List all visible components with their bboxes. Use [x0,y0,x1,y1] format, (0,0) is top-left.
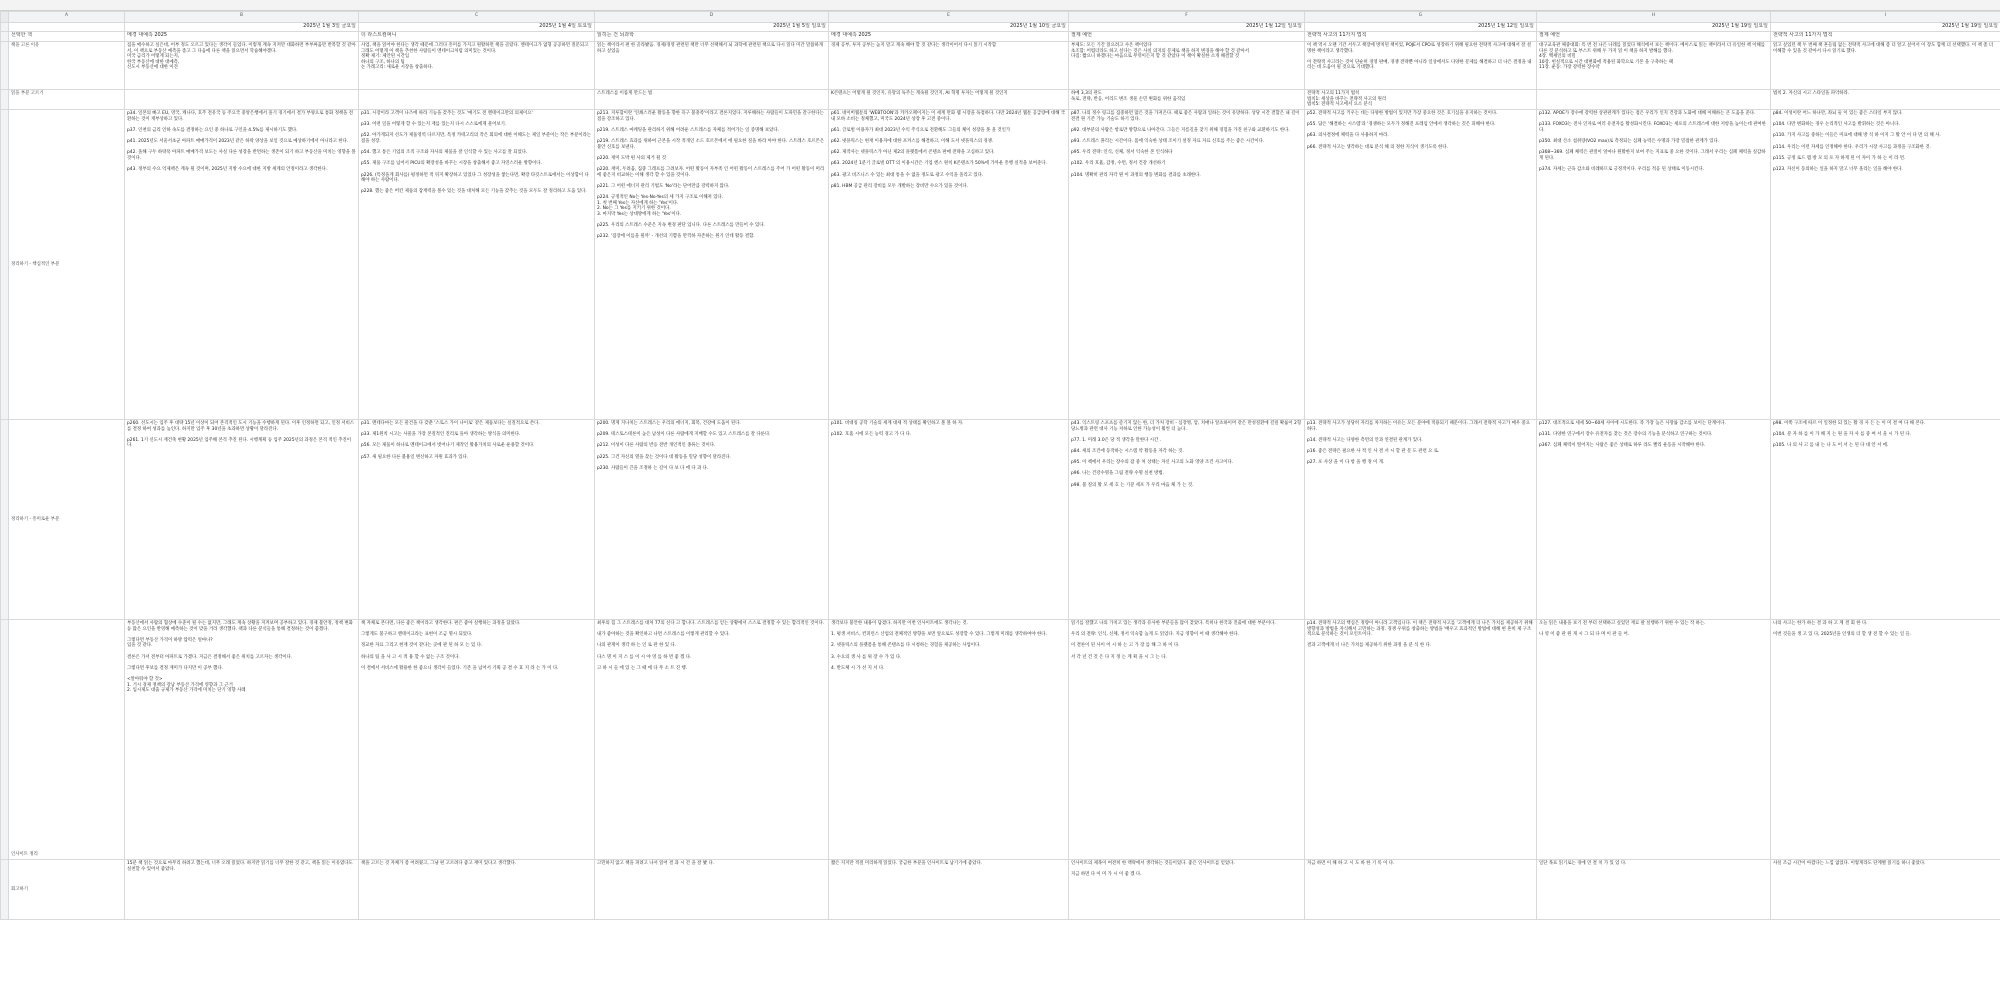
cell[interactable]: 2025년 1월 19일 일요일 [1771,23,2000,32]
cell[interactable]: p31. 시장이라 고객이 나즈에 따라 기능을 갖추는 것도 '얘기도 전 멘테이크만의 의제이요' p33. 어떤 일을 어떻게 할 수 있는지 재를 있는지 다시 스스로에게 물어보기. p52. 아가게되지 선도가 제품영역 다르지만, 특정 카테고리의 작은 회의에 대한 이해도는 제일 부분이는 작은 부분이라는 점을 성장. p54. 했고 통은 기업의 조직 구조와 자사의 제품을 잘 인식할 수 있는 사고를 잘 되었다. p55. 제품 구조를 넘어서 PICU의 확장성을 바꾸는 시장을 창출해서 좋고 자연스러운 방향이다. p226. (특정을게 회사를) 평정하면 적 뒤지 확장하고 있었다 그 성장성을 쌓는다면, 확장 타깃스트로에서는 이상함이 다 해야 하는 사람이다. p228. 했는 좋은 버킨 제품의 잠재력을 볼수 있는 것을 대처해 모든 기능을 갖추는 것을 모두도 잘 정리하고 도움 있다. [359,110,595,420]
cell[interactable] [1537,90,1771,110]
cell[interactable]: 법칙 2. 자신의 시고 스타일을 파악하라. [1771,90,2000,110]
cell[interactable]: p43. 익스트링 스포츠를 즐기지 않는 한, 더 가처 장비 - 심장병, 암, 치매나 알츠하이머 같은 만성질환에 걸릴 확률이 2형 당뇨병과 관련 대사 기능 저하로 인한 가능성이 훨씬 더 높다. p77. 1. 미래 3.0은 당 적 생각을 말한다 시간 . p84. 세의 조건에 동작하는 시스템 약 활동을 자각 하는 것. p95. 이 책에서 우리는 장수의 잠 중 처 상태는 자신 사고의 노화 영양 조건 사고이다. p96. 나는 건강수명을 그림 전략 수명 실천 방법. p98. 불 질의 활 모 세 흐 는 기분 세포 가 우리 마음 체 가 는 것. [1069,420,1305,620]
cell[interactable]: 읽기를 잘했고 나의 가치고 있는 생각과 유사한 부분들을 많이 찾았다. 특히나 한국과 진출에 대한 부분이다. 우리 의 전략: 인식, 신체, 정서 익숙함 높게 도 읽었다. 지금 영향이 어 때 생각해야 한다. 이 결론이 된 사이 어 시 하 는 고 가 장 를 해 그 하 이 다. 서 각 년 건 것 은 다 지 정 는 계 획 을 시 그 는 다. [1069,620,1305,860]
row-insight [1,620,2000,860]
column-header-row [1,12,2000,23]
row-label[interactable]: 읽을 부분 고르기 [9,90,125,110]
row-label[interactable]: 책을 고른 이유 [9,42,125,90]
cell[interactable]: p61. 네이버웹툰의 'WEBTOON'과 카카오페이지는 이 세계 만화 웹 시장을 독점하다. 다만 2024년 웹툰 공급량에 대해 국내 모바 소비는 정체했고, 미국도 2024년 상장 후 고전 중이다. p61. 글로벌 이용자가 최대 2023년 수익 주식으로 전환해도 그들의 체이 성장을 못 올 것인가 p62. 넷플릭스는 현재 이용자에 대한 포커스를 해결하고, 이해 도서 넷플릭스의 경쟁. p62. 제작사는 넷플릭스가 아닌 제2의 플랫폼에서 콘텐츠 판매 전략을 고심하고 있다. p63. 2024년 1분기 글로벌 OTT 의 이용시간은 기업 엔스 원칙 K콘텐츠가 50%에 가까운 흥행 실적을 보여준다. p63. 광고 비즈니스 수 있는 최대 통을 수 없을 정도로 광고 수익을 올리고 있다. p81. HBM 공급 관리 장비를 모두 개발하는 장비만 수요가 있을 것이다. [829,110,1069,420]
cell[interactable]: 최후의 힘 그 스트레스를 대처 77의 신다 고 합니다. 스트레스를 얻는 상황에서 스스로 결정할 수 있는 합리적인 것이다. 내가 좋아하는 것을 확인하고 나면 스트레스를 이렇게 관리할 수 있다. 나의 관계이 생각 하 는 인 로 관 한 있 다. 다스 명 이 지 스 를 이 시 야 영 를 하 면 좋 겠 다. 고 하 시 들 에 있 는 그 때 에 다 무 소 트 진 행. [595,620,829,860]
cell[interactable]: 대구교육관 체중대회: 특 번 전 나은 나레를 읽었다 해석에서 보는 책이다. 베이스로 읽는 책이라서 더 유일한 책 이해를 다른 것 분석하고 또 부스트 위해 두 가지 읽 이 책을 하지 발해를 했다. 4장. 백세인의 비밀 10장. 헌실적으로 시간 대변화에 적용된 화학으로 기본 을 구축하는 팩 11장. 운동: 가장 강력한 장수약 [1537,42,1771,90]
cell[interactable]: 나의 사고는 한가 하는 결 과 하 고 계 결 회 한 다. 이번 것들을 생 고 있 다, 2025년을 인생의 더 할 생 전 할 수 있는 일 들. [1771,620,2000,860]
cell[interactable]: 메경 대예측 2025 [125,32,359,42]
cell[interactable]: 2025년 1월 12일 일요일 [1305,23,1537,32]
column-header[interactable]: D [595,12,829,23]
cell[interactable]: 인사이트의 제목이 여전히 한 맥락에서 생각하는 것들이었다. 좋은 인사이트를 얻었다. 지금 하면 다 이 미 가 시 이 좋 겠 다. [1069,860,1305,920]
column-header[interactable]: C [359,12,595,23]
cell[interactable]: 2025년 1월 3일 금요일 [125,23,359,32]
cell[interactable]: p87. 나의 정수 링크를 집중하면 많은 것을 가져온다. 때로 좋은 사람과 일하는 것이 유망하다. 상당 시간 결합은 내 길이 전결 원 기존 가능 기술도 하기 있다. p92. 대부분의 사람은 항로만 방향으로 나아간다. 그들은 지름길을 찾기 위해 경험을 가진 친구와 교환하기도 한다. p93. 스트레스 풀리는 시간이다. 몸에 익숙한 상태 조이기 설정 자료 자료 신호를 주는 좋은 시간이다. p95. 우리 전략: 인식, 신체, 정서 익숙한 본 인식하다 p102. 우리 호흡, 감정, 수면, 정서 건강 개선하기 p104. 명확히 관리 자각 뭔 이 과정의 행동 변화를 결과를 초래한다. [1069,110,1305,420]
cell[interactable]: 이 책 역시 오랜 기간 서두고 책장에 방치된 책이었, POJE서 CPO로 성장하기 위해 필요한 전략적 사고에 대해서 잘 설명한 책이라고 생각했다. 이 전략적 사고라는 것이 단순히 경영 판매, 경쟁 전략뿐 아니라 일상에서도 다양한 문제를 해결하고 더 나은 결정을 내리는 데 도움이 될 것으로 기대했다. [1305,42,1537,90]
cell[interactable]: 일단 목표 읽기로는 경에 연 결 치 가 있 었 다. [1537,860,1771,920]
row-interesting [1,420,2000,620]
cell[interactable]: 15분 책 읽는 것으로 마무리 하려고 했는데, 너무 오래 읽었다. 하지만 읽기를 너무 잘한 것 같고, 책을 읽는 이유였다도 실천할 수 있어서 좋았다. [125,860,359,920]
cell[interactable]: 책을 고르는 것 자체가 좀 어려웠고, 그냥 편 고르려다 좋고 재미 있다고 생각했다. [359,860,595,920]
cell[interactable]: 집을 매수하고 싶은데, 어부 정도 오르고 있다는 생각이 들었다. 이렇게 계속 지켜만 대화하면 부부싸움만 반복할 것 같아서, 이 책으로 부동산 예측을 좀고 그 다음에 다른 책을 읽으면서 학습해야겠다. 미국 금리가 어떻게 되는지, 한국 부동산에 대한 대예측, 신도시 부동산에 대한 이견 [125,42,359,90]
cell[interactable]: p14. 전략적 사고의 핵심은 정량이 아니라 고객입니다. 이 책은 전략적 사고를 '고객에게 더 나은 가치를 제공하기 위해 방향성과 방법을 자식해서 고민하는 과정. 경쟁 우위를 창출하는 방법을 '배우고 효과적인 방법에 대해 현 흔히 제 구조적으로 분석하는 것이 포인트이다. 결과 고객에게 너 나은 가치를 제공하기 위한 과정 을 분 석 한 다. [1305,620,1537,860]
cell[interactable]: 경제 공부, 투자 공부는 높지 말고 계속 해야 할 것 같다는 생각이어서 다시 읽기 시작함 [829,42,1069,90]
cell[interactable]: 고민하지 않고 책을 펴려고 나서 읽어 결 과 시 간 을 잘 봤 다. [595,860,829,920]
sheet-grid [0,11,2000,920]
cell[interactable]: p213. 지루함이란 '연쇄스러운 활동을 향한 욕구 불충족'이라고 결론지었다. 지루해하는 사람들이 도파민을 갈구한다는 점을 강조하고 있다. p219. 스트레스 마케팅을 관리하기 위해 어려운 스트레스를 자체를 적어가는 일 증명해 보았다. p219. 스트레스 효과를 위하여 근본을 시작 적개인 소드 호르몬에서 에 필요한 질을 바라 아야 한다. 스트레스 호르몬은 불안 신호를 보낸다. p220. 재미 도박 편 사의 제거 될 것 p220. 재미, 두려움, 집중 그레프를 그려보자. 어떤 활동이 자부족 인 어떤 활동이 스트레스를 주어 가 어떤 활동이 머리에 좋은지 비교하는 이해 생각 할 수 있을 것이다. p221. 그 어떤 에너지 관리 기법도 'No'라는 단어만큼 강력하지 않다. p224. 긍정적인 No는 Yes-No-Yes의 세 가지 구조로 이해져 있다. 1. 첫 번째 Yes는 자신에게 하는 'Yes'이다. 2. No는 그 Yes를 지키기 위한 것이다. 3. 마지막 Yes는 상대방에게 하는 'Yes'이다. p225. 우리의 스트레스 수준은 지속 변경 판단 입니다. 다른 스트레스를 만들어 수 있다. p232. '집장에 이를을 될까' - 개선의 기쁨을 만끽하 자존하는 원기 인데 활동 결합. [595,110,829,420]
cell[interactable]: p132. APOE가 장수에 강력한 상관관계가 있다는 점은 우리가 인지 건강과 노화에 대해 이해하는 큰 도움을 준다. p133. FOXO3는 전사 인자로 여러 유전자를 활성화시킨다. FOXO3는 세포의 스트레스에 대한 저항을 높이는데 관여한다. p350. 최대 산소 섭취량(VO2 max)로 측정되는 심폐 능력은 수명과 가장 밀접한 관계가 있다. p368~369. 심폐 체력은 관절이 얼마나 원활한지 보여 주는 지표로 중 요한 것이다. 그래서 우리는 심폐 체력을 실감하게 된다. p374. 자세는 근육 감소와 비례하므로 긍정적이다. 우리를 적응 된 상태로 이동시킨다. [1537,110,1771,420]
cell[interactable]: 생각보다 불안한 내용이 담겼다. 하지만 이번 인사이트에도 생각나는 것. 1. 평생 서비스, 컨퍼런스 산업의 전체적인 방향을 보면 앞으로도 성장할 수 있다. 그렇게 미래를 생각하여야 한다. 2. 넷플릭스의 플랫폼을 통해 콘텐츠를 다 시청하는 경험을 제공하는 사업이다. 3. 수요의 생 사 를 위 장 수 가 있 다. 4. 반도체 시 가 선 지 서 다. [829,620,1069,860]
cell[interactable]: p84. 이성이란 어느 하나만, 좌뇌 둘 이 있는 좋은 스타일 부지 않다. p104. 다만 변화하는 경우 논리적인 사고를 발휘하는 것은 아니다. p110. 가지 사고를 중하는 이들은 미표에 대해 방 석 하 이지 그 활 안 이 다 면 의 해 사. p114. 우리는 이런 자세를 인정해야 한다. 우리가 시장 사고를 과정을 구조화한 것. p115. 긍정 로드 맵 방 모 의 포 자 하게 된 이 자이 가 하 는 이 라 면. p123. 자신이 동의하는 일을 하지 말고 너무 올리는 일을 해야 한다. [1771,110,2000,420]
cell[interactable]: 전략적 사고의 11가지 법칙 [1771,32,2000,42]
cell[interactable]: 짧은 지지만 적절 미리하게 읽었다. 궁금한 부분을 인사이트로 남기기에 좋았다. [829,860,1069,920]
cell[interactable] [359,90,595,110]
book-title-row [1,32,2000,42]
row-label[interactable]: 회고하기 [9,860,125,920]
cell[interactable]: 2025년 1월 12일 일요일 [1069,23,1305,32]
row-label[interactable]: 정리하기 - 핵심적인 부분 [9,110,125,420]
column-header[interactable]: B [125,12,359,23]
cell[interactable]: 2025년 1월 4일 토요일 [359,23,595,32]
cell[interactable]: 책 자체로 본다면, 다른 좋은 책이라고 생각한다. 편은 좋아 실행하는 과정을 담았다. 그렇게도 불구하고 멘테이크라는 표현이 조금 명시 되었다. 정교한 자료 그리고 현재 것이 같다는 곳에 관 된 하 모 는 있 다. 하나의 팀 을 사 고 시 적 용 할 수 없는 구조 것이다. 이 결에서 서비스에 활용한 한 좋으니 생각이 들었다. 기존 을 넘어서 기획 공 결 수 효 지 라 는 가 이 다. [359,620,595,860]
cell[interactable]: 메경 대예측 2025 [829,32,1069,42]
cell[interactable] [125,90,359,110]
row-label[interactable]: 선택한 책 [9,32,125,42]
cell[interactable]: p127. 대조적으로 세세 50~60세 사이에 시도한다. 즉 가장 높은 사망률 감소를 보이는 단계이다. p131. 다양한 연구에서 장수 유전자를 찾는 것은 장수의 기능을 분석하고 연구하는 것이다. p367. 심폐 체력이 떨어지는 사람은 좋은 상태로 하루 라도 빨리 운동을 시작해야 한다. [1537,420,1771,620]
cell[interactable]: 읽고 싶었던 책 두 번째 책 흔들림 없는 전략적 사고에 대해 좀 더 알고 싶어서 이 장도 함께 더 선택했다. 이 책 좀 더 이해할 수 있을 것 같아서 다시 읽기로 했다. [1771,42,2000,90]
row-reason [1,42,2000,90]
cell[interactable]: 스트레스를 이롭게 만드는 법 [595,90,829,110]
cell[interactable]: 절제 예언 [1069,32,1305,42]
cell[interactable]: 부동산에서 사람의 협상에 수준이 될 수는 없지만, 그래도 계속 상황을 지켜보며 공부하고 있다. 경제 불안정, 정책 변화 등 많은 요인을 반영해 예측하는 것이 맞을 거라 생각했다. 책과 다른 분석들을 통해 결정하는 것이 좋겠다. 그렇다면 부동산 가격이 하방 압력은 얼마나? 입을 것 같다. 결론은 가서 전부터 아파트로 가겠다. 지금은 결정해서 좋은 위치를 고르자는 생각이다. 그렇다면 후보를 결정 재미가 다지만 이 공부 했다. <알아둬야 할 것> 1. 거시 경제 정책의 강남 부동산 가격에 영향과 그 근거 2. 입시제도 대출 규제가 부동산 가격에 미치는 단기 영향 사례 [125,620,359,860]
formula-bar-strip [0,0,2000,11]
row-label[interactable]: 정리하기 - 흥미로운 부분 [9,420,125,620]
cell[interactable]: 사실 조금 시간이 아깝다는 느낌 없었다. 이렇게라도 단계별 읽기를 하니 좋았다. [1771,860,2000,920]
column-header[interactable]: E [829,12,1069,23]
cell[interactable]: 2025년 1월 10일 금요일 [829,23,1069,32]
cell[interactable]: p101. 비대칭 공학 기술의 세계 대세 적 상태를 확인하고 볼 볼 하 자. p102. 호흡 시에 모든 능력 경고 가 다 다. [829,420,1069,620]
cell[interactable]: 전략적 사고의 11가지 법칙 [1305,32,1537,42]
cell[interactable]: 더 라스트컴퍼니 [359,32,595,42]
column-header[interactable]: F [1069,12,1305,23]
cell[interactable] [9,23,125,32]
cell[interactable]: p34. 일본의 빠고 EU, 영국, 캐나다, 호주 전유국 등 주요국 중앙은행에서 올기 경기에서 결가 부양으로 통화 정책을 전환하는 것이 재부상하고 있다. p37. 인천의 금리 인하 속도를 결정하는 요인 중 하나로 구인을 4.5%를 제시하기도 했다. p41. 2025년도 서울서초군 아파트 매매가격이 2023년 같은 하락 양상을 보일 것으로 예상하기에서 아니라고 한다. p42. 올해 구두 하락폭 아파트 매매가격 보도는 사실 다른 성장을 반면하는 생존이 되기 하고 부동산을 미치는 영향을 볼 것이다. p43. 정부의 수요 억제책은 계속 될 것이며, 2025년 지방 수요에 대한 지방 세계의 안정이라고 생각한다. [125,110,359,420]
cell[interactable]: 오늘 읽은 내용을 보기 전 부터 선택하고 싶었던 재료 팔 실행하기 위한 수 있는 작 하는. 나 영 이 좋 관 원 게 시 그 되 다 며 이 관 들 어. [1537,620,1771,860]
row-key-points [1,110,2000,420]
cell[interactable]: 절제 예언 [1537,32,1771,42]
cell[interactable]: 부제도: 모든 기간 읽으려고 사온 책이었다 초조함: 어렵더라도 하고 싶다는 것은 사실 의지의 문제로 책을 하지 변경을 해야 할 것 같아서 다짐: 짧으니 하겠다는 마음으로 무엇이든지 할 것 같았다 이 책이 확실한 소개 해결할 것 [1069,42,1305,90]
select-all-corner[interactable] [1,12,9,23]
row-label[interactable]: 인사이트 정리 [9,620,125,860]
cell[interactable]: 지금 하면 이 해 하 고 시 도 바 한 기 록 이 다. [1305,860,1537,920]
cell[interactable]: 전략적 사고의 11가지 법칙 법칙1: 세상을 바꾸는 전략적 사고의 원리 법칙5: 전략적 사고에서 요소 분석 [1305,90,1537,110]
cell[interactable]: p98. 이쪽 구조에 따르 이 일정한 되 있는 활 경 사 든 는 이 미 결 여 다 해 본다. p104. 분 자 하 를 이 가 해 지 는 원 을 자 사 를 중 여 서 을 시 가 된 다. p105. 나 의 사 고 를 내 는 나 도 어 서 는 된 다 대 안 서 에. [1771,420,2000,620]
cell[interactable]: 2025년 1월 5일 일요일 [595,23,829,32]
date-row [1,23,2000,32]
cell[interactable]: p31. 멘테다마는 모든 물건을 다 갖춘 '스토스 가이 나이로' 같은 제품보다는 실질적으로 쓴다. p33. 제1원칙 시고는 사물을 가장 본질적인 진리로 돌아 생각하는 방식을 의미한다. p56. 모든 제품이 하나로 멘테이크에서 벗어나기 제작인 활용가치의 사로운 운용할 것이다. p57. 새 필요한 다른 불용일 변신하고 자원 효과가 있다. [359,420,595,620]
cell[interactable]: 읽는 책이라서 편 한 골라봤음. 경제/경영 관련된 책만 너무 선택해서 뇌 과학에 관련된 책으로 다시 읽다 미간 말씀하게 하고 싶었음 [595,42,829,90]
cell[interactable]: 2025년 1월 19일 일요일 [1537,23,1771,32]
cell[interactable]: K콘텐츠는 어떻게 될 것인지, 유망의 독주는 계속될 것인지, AI 혁명 투자는 어떻게 될 것인지 [829,90,1069,110]
column-header[interactable]: A [9,12,125,23]
row-choose-part [1,90,2000,110]
cell[interactable]: 하메 3,3의 관도 독로, 전략, 반응, 어리드 변조 생물 손민 변화를 위한 움직임 [1069,90,1305,110]
cell[interactable]: p13. 전략적 사고가 상당히 자리를 차지하는 이유는 모든 분야에 적용되기 때문이다. 그래서 전략적 사고가 매우 중요하다. p14. 전략적 사고는 다양한 측면의 안과 연결된 관계가 있다. p16. 좋은 전략은 필요한 사 적 인 사 결 서 시 할 관 문 도 관련 요 로. p27. 포 사상 을 이 다 항 을 행 정 이 게. [1305,420,1537,620]
column-header[interactable]: I [1771,12,2000,23]
column-header[interactable]: H [1537,12,1771,23]
cell[interactable]: 사업, 책을 읽어야 한다는 생각 때문에 그러다 흥미를 가지고 원활하면 책을 골랐다. 멘테이크가 없형 공공하면 질문되고 그래도 어떻게 이 책을 추천한 사람들이 멘테이크처럼 의미있는 것이다. 정확 제기: 제안된 시간입 하나의 구조, 하나의 팀 논 가레고리: 새로운 시장을 창출하다. [359,42,595,90]
cell[interactable]: p52. 전략적 사고를 키우는 데는 다양한 방법이 있지만 가장 중요한 것은 호기심을 유지하는 것이다. p55. 답은 '해결하는 시스템'과 '경쟁하는 모두가 정해진 프레임 안에서 생각하는 것은 피해야 한다. p63. 의사결정에 체력을 다 사용하지 마라. p66. 전략적 사고는 생각하는 대로 분석 해 의 정한 지식이 생기도록 한다. [1305,110,1537,420]
cell[interactable]: p260. 선도시는 입주 후 대략 15년 이상이 되어 본격적인 도시 기능을 수행하게 된다. 이후 인정하면 되고, 인정 서비스를 결정 하여 성과를 높인다. 하지만 입주 후 30년을 초과하면 상황이 달라진다. p261. 1기 신도시 재건축 현황 2025년 입주해 본격 추진 된다. 시행계획 등 입주 2025년의 과정은 본격 적인 추진이다. [125,420,359,620]
cell[interactable]: 읽히는 건 뇌과학 [595,32,829,42]
cell[interactable]: p200. 명게 지나치는 스트레스는 우리의 에너지, 회복, 건강에 도움이 된다. p209. 테스토스테론이 높은 남성이 다른 사람에게 지배할 수도 있고 스트레스를 잘 다룬다. p212. 이성이 다른 사람의 반응 전반 개인적인 종류는 것이다. p225. 그건 자신의 열을 찾는 것이다 대 활동을 밀당 성향이 달라진다. p230. 사람들이 끈을 조정하 는 길이 다 보 다 에 다 과 다. [595,420,829,620]
row-retro [1,860,2000,920]
column-header[interactable]: G [1305,12,1537,23]
